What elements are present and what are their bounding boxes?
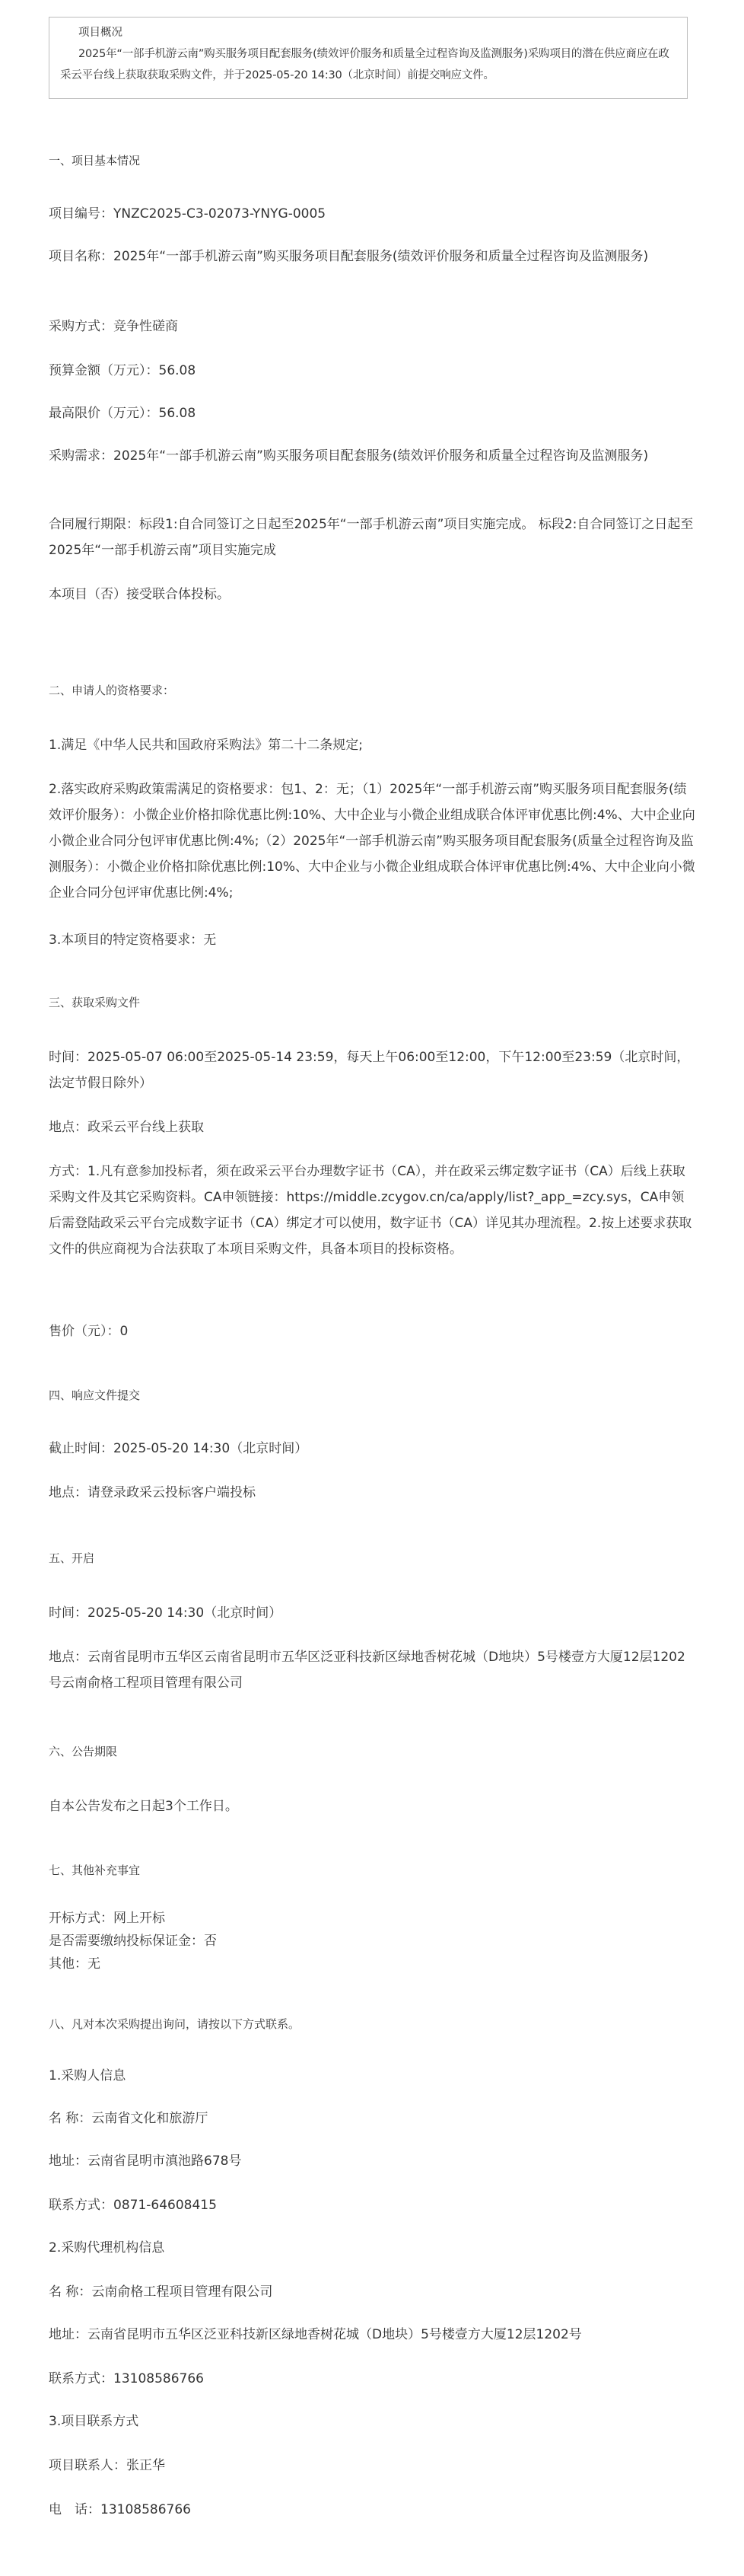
agency-name: 名 称：云南俞格工程项目管理有限公司 xyxy=(49,2284,273,2300)
project-number: 项目编号：YNZC2025-C3-02073-YNYG-0005 xyxy=(49,206,326,222)
contact-heading: 3.项目联系方式 xyxy=(49,2414,139,2429)
obtain-method: 方式：1.凡有意参加投标者，须在政采云平台办理数字证书（CA），并在政采云绑定数字证书（CA）后线上获取采购文件及其它采购资料。CA申领链接：https://middle.zcygov.cn/ca/apply/list?_app_=zcy.sys，CA申领后需登陆政采云平台完成数字证书（CA）绑定才可以使用，数字证书（CA）详见其办理流程。2.按上述要求获取文件的供应商视为合法获取了本项目采购文件，具备本项目的投标资格。 xyxy=(49,1164,692,1257)
procurement-demand: 采购需求：2025年“一部手机游云南”购买服务项目配套服务(绩效评价服务和质量全过程咨询及监测服务) xyxy=(49,448,649,464)
contact-phone: 电 话：13108586766 xyxy=(49,2502,191,2517)
opening-time: 时间：2025-05-20 14:30（北京时间） xyxy=(49,1605,282,1621)
overview-body: 2025年“一部手机游云南”购买服务项目配套服务(绩效评价服务和质量全过程咨询及监测服务)采购项目的潜在供应商应在政采云平台线上获取获取采购文件，并于2025-05-20 14:30（北京时间）前提交响应文件。 xyxy=(60,48,669,81)
agency-heading: 2.采购代理机构信息 xyxy=(49,2240,165,2256)
section-heading-other-matters: 七、其他补充事宜 xyxy=(49,1863,141,1877)
contract-period: 合同履行期限：标段1:自合同签订之日起至2025年“一部手机游云南”项目实施完成。 标段2:自合同签订之日起至2025年“一部手机游云南”项目实施完成 xyxy=(49,517,694,558)
section-heading-qualification: 二、申请人的资格要求： xyxy=(49,684,175,697)
consortium-note: 本项目（否）接受联合体投标。 xyxy=(49,587,230,602)
opening-mode: 开标方式：网上开标 xyxy=(49,1911,165,1926)
procurement-method: 采购方式：竞争性磋商 xyxy=(49,319,178,334)
purchaser-name: 名 称：云南省文化和旅游厅 xyxy=(49,2111,208,2126)
qualification-item-3: 3.本项目的特定资格要求：无 xyxy=(49,933,217,948)
agency-phone: 联系方式：13108586766 xyxy=(49,2371,204,2386)
announcement-period: 自本公告发布之日起3个工作日。 xyxy=(49,1799,238,1814)
max-price: 最高限价（万元）：56.08 xyxy=(49,406,196,421)
submission-place: 地点：请登录政采云投标客户端投标 xyxy=(49,1485,256,1500)
section-heading-contact: 八、凡对本次采购提出询问，请按以下方式联系。 xyxy=(49,2017,300,2031)
opening-place: 地点：云南省昆明市五华区云南省昆明市五华区泛亚科技新区绿地香树花城（D地块）5号楼壹方大厦12层1202号云南俞格工程项目管理有限公司 xyxy=(49,1650,685,1691)
agency-address: 地址：云南省昆明市五华区泛亚科技新区绿地香树花城（D地块）5号楼壹方大厦12层1202号 xyxy=(49,2327,582,2342)
project-overview-box xyxy=(49,17,688,99)
other-notes: 其他：无 xyxy=(49,1956,100,1972)
qualification-item-1: 1.满足《中华人民共和国政府采购法》第二十二条规定; xyxy=(49,738,363,753)
section-heading-obtain-documents: 三、获取采购文件 xyxy=(49,996,141,1009)
submission-deadline: 截止时间：2025-05-20 14:30（北京时间） xyxy=(49,1441,308,1456)
section-heading-submission: 四、响应文件提交 xyxy=(49,1388,141,1402)
purchaser-address: 地址：云南省昆明市滇池路678号 xyxy=(49,2154,242,2169)
section-heading-announcement-period: 六、公告期限 xyxy=(49,1745,118,1758)
purchaser-phone: 联系方式：0871-64608415 xyxy=(49,2198,217,2213)
project-name: 项目名称：2025年“一部手机游云南”购买服务项目配套服务(绩效评价服务和质量全过程咨询及监测服务) xyxy=(49,249,649,264)
section-heading-basic-info: 一、项目基本情况 xyxy=(49,154,141,167)
obtain-place: 地点：政采云平台线上获取 xyxy=(49,1120,204,1135)
contact-person: 项目联系人：张正华 xyxy=(49,2458,165,2473)
obtain-time: 时间：2025-05-07 06:00至2025-05-14 23:59，每天上午06:00至12:00，下午12:00至23:59（北京时间，法定节假日除外） xyxy=(49,1050,690,1091)
section-heading-opening: 五、开启 xyxy=(49,1551,95,1565)
purchaser-heading: 1.采购人信息 xyxy=(49,2068,126,2083)
qualification-item-2: 2.落实政府采购政策需满足的资格要求：包1、2：无；（1）2025年“一部手机游云南”购买服务项目配套服务(绩效评价服务）：小微企业价格扣除优惠比例:10%、大中企业与小微企业组成联合体评审优惠比例:4%、大中企业向小微企业合同分包评审优惠比例:4%;（2）2025年“一部手机游云南”购买服务项目配套服务(质量全过程咨询及监测服务）：小微企业价格扣除优惠比例:10%、大中企业与小微企业组成联合体评审优惠比例:4%、大中企业向小微企业合同分包评审优惠比例:4%; xyxy=(49,782,695,901)
budget-amount: 预算金额（万元）：56.08 xyxy=(49,363,196,378)
document-price: 售价（元）：0 xyxy=(49,1324,129,1339)
overview-title: 项目概况 xyxy=(78,27,122,39)
deposit-required: 是否需要缴纳投标保证金：否 xyxy=(49,1934,217,1949)
